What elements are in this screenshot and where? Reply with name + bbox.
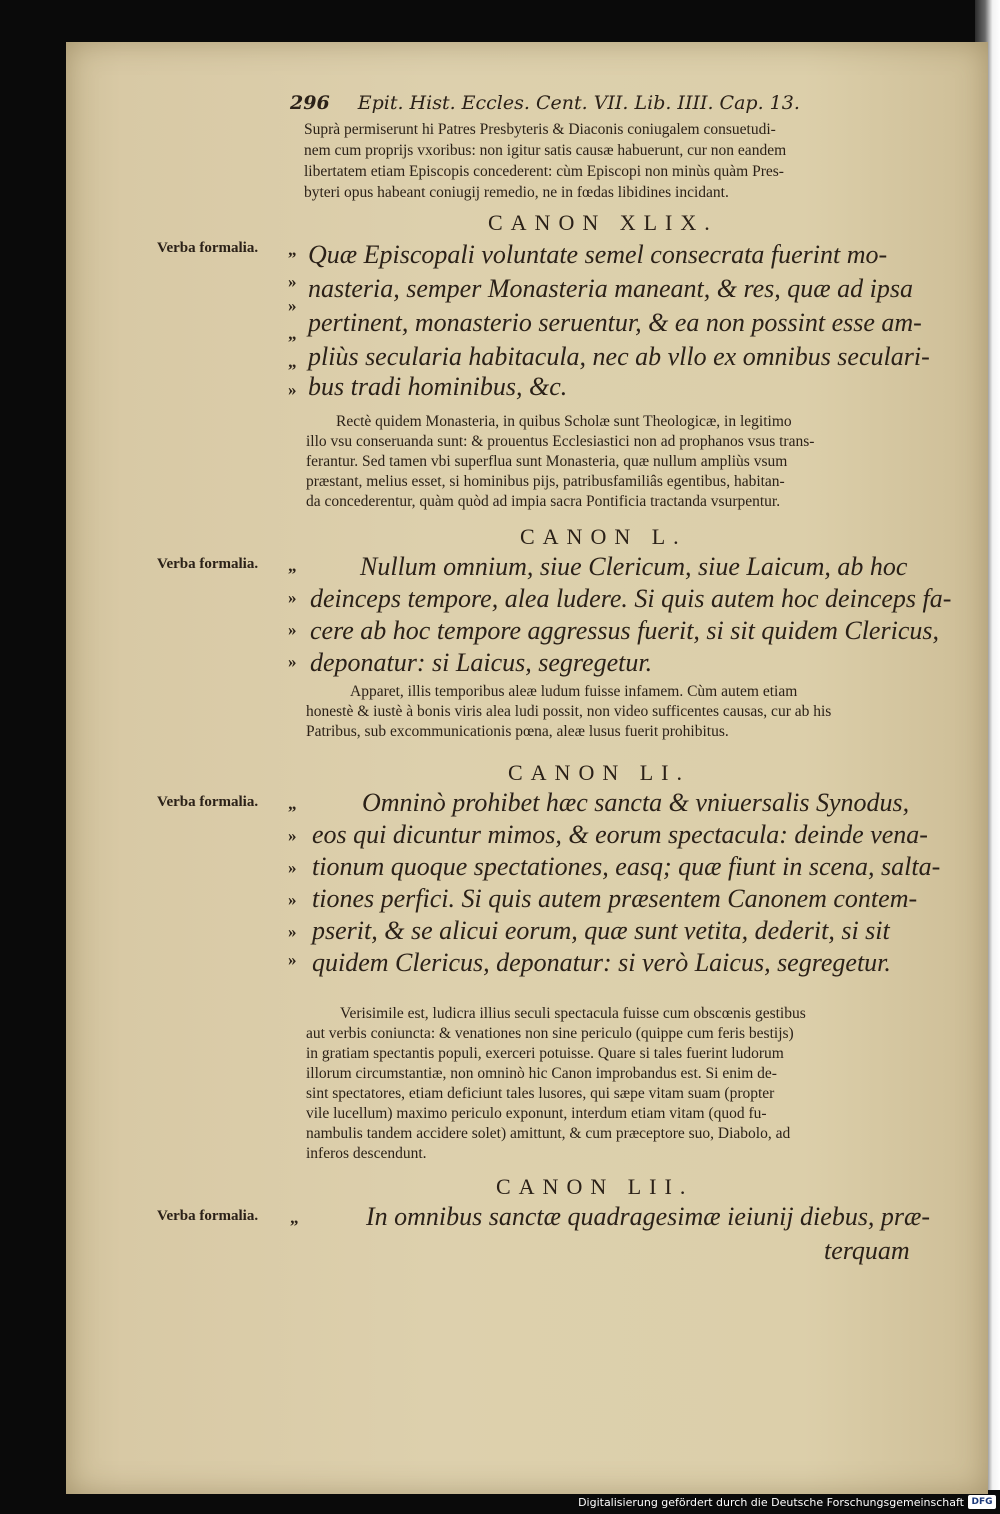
running-header bbox=[290, 92, 910, 114]
intro-line: byteri opus habeant coniugij remedio, ne in fœdas libidines incidant. bbox=[304, 184, 729, 201]
margin-label: Verba formalia. bbox=[157, 240, 259, 256]
canon-text-line: bus tradi hominibus, &c. bbox=[308, 372, 568, 401]
intro-line: libertatem etiam Episcopis concederent: cùm Episcopi non minùs quàm Pres- bbox=[304, 163, 784, 180]
canon-text-line: In omnibus sanctæ quadragesimæ ieiunij diebus, præ- bbox=[366, 1202, 931, 1231]
canon-text-line: quidem Clericus, deponatur: si verò Laicus, segregetur. bbox=[312, 948, 891, 977]
quote-mark: » bbox=[288, 588, 297, 607]
quote-mark: » bbox=[288, 380, 297, 399]
canon-text-line: deinceps tempore, alea ludere. Si quis autem hoc deinceps fa- bbox=[310, 584, 952, 613]
canon-text-line: Nullum omnium, siue Clericum, siue Laicum, ab hoc bbox=[360, 552, 908, 581]
quote-mark: » bbox=[288, 652, 297, 671]
digitization-credit: Digitalisierung gefördert durch die Deutsche Forschungsgemeinschaft bbox=[578, 1496, 964, 1509]
commentary-line: præstant, melius esset, si hominibus pijs, patribusfamiliâs egentibus, habitan- bbox=[306, 473, 785, 490]
commentary-line: illo vsu conseruanda sunt: & prouentus Ecclesiastici non ad prophanos vsus trans- bbox=[306, 433, 815, 450]
margin-label: Verba formalia. bbox=[157, 794, 259, 810]
canon-text-line: Omninò prohibet hæc sancta & vniuersalis Synodus, bbox=[362, 788, 910, 817]
canon-text-line: tiones perfici. Si quis autem præsentem Canonem contem- bbox=[312, 884, 918, 913]
canon-text-line: cere ab hoc tempore aggressus fuerit, si sit quidem Clericus, bbox=[310, 616, 939, 645]
quote-mark: „ bbox=[288, 794, 297, 813]
catchword: terquam bbox=[824, 1236, 910, 1265]
canon-text-line: pliùs secularia habitacula, nec ab vllo ex omnibus seculari- bbox=[308, 342, 930, 371]
commentary-line: vile lucellum) maximo periculo exponunt, interdum etiam vitam (quod fu- bbox=[306, 1105, 767, 1122]
quote-mark: „ bbox=[288, 556, 297, 575]
intro-line: nem cum proprijs vxoribus: non igitur satis causæ habuerunt, cur non eandem bbox=[304, 142, 787, 159]
dfg-logo: DFG bbox=[968, 1495, 996, 1509]
canon-title: CANON LII. bbox=[496, 1174, 694, 1199]
quote-mark: „ bbox=[288, 240, 297, 259]
commentary-line: Verisimile est, ludicra illius seculi spectacula fuisse cum obscœnis gestibus bbox=[340, 1005, 806, 1022]
canon-text-line: nasteria, semper Monasteria maneant, & res, quæ ad ipsa bbox=[308, 274, 913, 303]
quote-mark: » bbox=[288, 950, 297, 969]
canon-text-line: pertinent, monasterio seruentur, & ea non possint esse am- bbox=[308, 308, 922, 337]
quote-mark: » bbox=[288, 922, 297, 941]
commentary-line: illorum circumstantiæ, non omninò hic Canon improbandus est. Si enim de- bbox=[306, 1065, 777, 1082]
page-number: 296 bbox=[290, 92, 330, 114]
quote-mark: » bbox=[288, 620, 297, 639]
running-title: Epit. Hist. Eccles. Cent. VII. Lib. IIII. Cap. 13. bbox=[357, 92, 800, 114]
commentary-line: Apparet, illis temporibus aleæ ludum fuisse infamem. Cùm autem etiam bbox=[350, 683, 798, 700]
canon-title: CANON LI. bbox=[508, 760, 690, 785]
quote-mark: » bbox=[288, 296, 297, 315]
quote-mark: » bbox=[288, 826, 297, 845]
quote-mark: » bbox=[288, 272, 297, 291]
commentary-line: nambulis tandem accidere solet) amittunt, & cum præceptore suo, Diabolo, ad bbox=[306, 1125, 791, 1142]
commentary-line: honestè & iustè à bonis viris alea ludi possit, non video sufficentes causas, cur ab his bbox=[306, 703, 832, 720]
canon-text-line: Quæ Episcopali voluntate semel consecrata fuerint mo- bbox=[308, 240, 888, 269]
commentary-line: da concederentur, quàm quòd ad impia sacra Pontificia tractanda vsurpentur. bbox=[306, 493, 781, 510]
intro-line: Suprà permiserunt hi Patres Presbyteris & Diaconis coniugalem consuetudi- bbox=[304, 121, 776, 138]
quote-mark: „ bbox=[288, 352, 297, 371]
commentary-line: Rectè quidem Monasteria, in quibus Scholæ sunt Theologicæ, in legitimo bbox=[336, 413, 792, 430]
quote-mark: „ bbox=[288, 324, 297, 343]
commentary-line: aut verbis coniuncta: & venationes non sine periculo (quippe cum feris bestijs) bbox=[306, 1025, 794, 1042]
commentary-line: inferos descendunt. bbox=[306, 1145, 427, 1162]
commentary-line: ferantur. Sed tamen vbi superflua sunt Monasteria, quæ nullum ampliùs vsum bbox=[306, 453, 788, 470]
canon-text-line: pserit, & se alicui eorum, quæ sunt vetita, dederit, si sit bbox=[312, 916, 890, 945]
quote-mark: » bbox=[288, 858, 297, 877]
canon-title: CANON L. bbox=[520, 524, 687, 549]
commentary-line: sint spectatores, etiam deficiunt tales lusores, qui sæpe vitam suam (propter bbox=[306, 1085, 775, 1102]
commentary-line: in gratiam spectantis populi, exerceri potuisse. Quare si tales fuerint ludorum bbox=[306, 1045, 784, 1062]
margin-label: Verba formalia. bbox=[157, 1208, 259, 1224]
canon-title: CANON XLIX. bbox=[488, 210, 718, 235]
quote-mark: » bbox=[288, 890, 297, 909]
quote-mark: „ bbox=[290, 1208, 299, 1227]
commentary-line: Patribus, sub excommunicationis pœna, aleæ lusus fuerit prohibitus. bbox=[306, 723, 729, 740]
margin-label: Verba formalia. bbox=[157, 556, 259, 572]
canon-text-line: tionum quoque spectationes, easq; quæ fiunt in scena, salta- bbox=[312, 852, 941, 881]
canon-text-line: deponatur: si Laicus, segregetur. bbox=[310, 648, 653, 677]
canon-text-line: eos qui dicuntur mimos, & eorum spectacula: deinde vena- bbox=[312, 820, 928, 849]
